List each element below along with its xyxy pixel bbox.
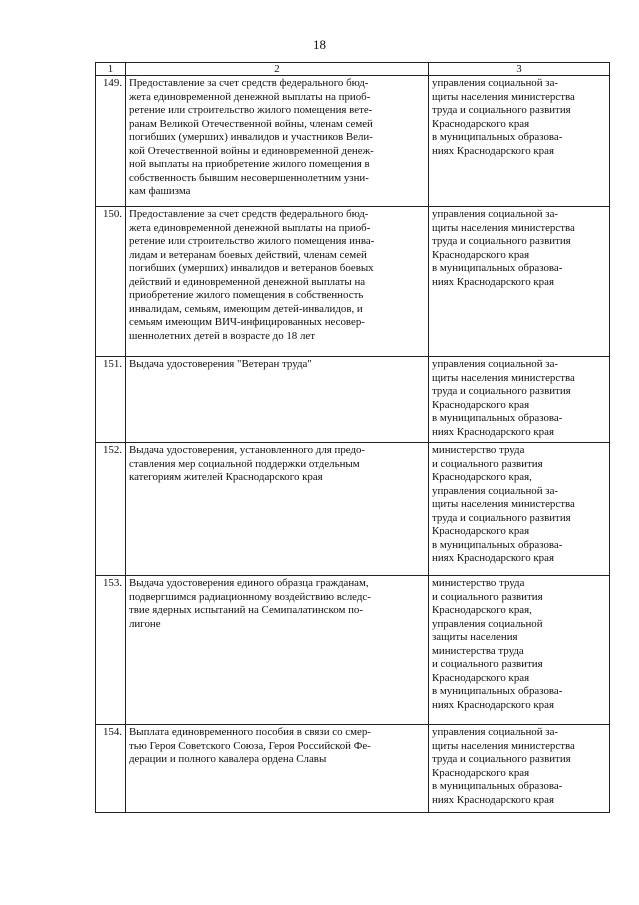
responsible-agency: министерство труда и социального развития Краснодарского края, управления социальной защиты населения министерства труда и социального развития Краснодарского края в муниципальных образова- ниях Краснодарского края xyxy=(429,576,610,725)
responsible-agency: управления социальной за- щиты населения министерства труда и социального развития Краснодарского края в муниципальных образова- ниях Краснодарского края xyxy=(429,357,610,443)
table-row xyxy=(96,207,610,357)
service-name: Предоставление за счет средств федерального бюд- жета единовременной денежной выплаты на приоб- ретение или строительство жилого помещения инва- лидам и ветеранам боевых действий, членам семей погибших (умерших) инвалидов и ветеранов боевых действий и единовременной денежной выплаты на приобретение жилого помещения в собственность инвалидам, семьям, имеющим детей-инвалидов, и семьям имеющим ВИЧ-инфицированных несовер- шеннолетних детей в возрасте до 18 лет xyxy=(126,207,429,357)
table-row xyxy=(96,576,610,725)
responsible-agency: министерство труда и социального развития Краснодарского края, управления социальной за- щиты населения министерства труда и социального развития Краснодарского края в муниципальных образова- ниях Краснодарского края xyxy=(429,443,610,576)
service-name: Выдача удостоверения, установленного для предо- ставления мер социальной поддержки отдельным категориям жителей Краснодарского края xyxy=(126,443,429,576)
row-number: 149. xyxy=(96,76,126,207)
services-table xyxy=(95,62,610,813)
service-name: Предоставление за счет средств федерального бюд- жета единовременной денежной выплаты на приоб- ретение или строительство жилого помещения вете- ранам Великой Отечественной войны, членам семей погибших (умерших) инвалидов и участников Вели- кой Отечественной войны и единовременной денеж- ной выплаты на приобретение жилого помещения в собственность бывшим несовершеннолетним узни- кам фашизма xyxy=(126,76,429,207)
header-row xyxy=(96,63,610,76)
row-number: 154. xyxy=(96,725,126,813)
row-number: 151. xyxy=(96,357,126,443)
row-number: 150. xyxy=(96,207,126,357)
table-row xyxy=(96,76,610,207)
table-row xyxy=(96,443,610,576)
service-name: Выдача удостоверения единого образца гражданам, подвергшимся радиационному воздействию вследс- твие ядерных испытаний на Семипалатинском по- лигоне xyxy=(126,576,429,725)
column-header-agency: 3 xyxy=(429,63,610,76)
table-row xyxy=(96,357,610,443)
column-header-number: 1 xyxy=(96,63,126,76)
responsible-agency: управления социальной за- щиты населения министерства труда и социального развития Краснодарского края в муниципальных образова- ниях Краснодарского края xyxy=(429,207,610,357)
column-header-service: 2 xyxy=(126,63,429,76)
responsible-agency: управления социальной за- щиты населения министерства труда и социального развития Краснодарского края в муниципальных образова- ниях Краснодарского края xyxy=(429,76,610,207)
page-number: 18 xyxy=(313,37,326,52)
row-number: 152. xyxy=(96,443,126,576)
row-number: 153. xyxy=(96,576,126,725)
service-name: Выдача удостоверения "Ветеран труда" xyxy=(126,357,429,443)
table-row xyxy=(96,725,610,813)
responsible-agency: управления социальной за- щиты населения министерства труда и социального развития Краснодарского края в муниципальных образова- ниях Краснодарского края xyxy=(429,725,610,813)
service-name: Выплата единовременного пособия в связи со смер- тью Героя Советского Союза, Героя Российской Фе- дерации и полного кавалера ордена Славы xyxy=(126,725,429,813)
